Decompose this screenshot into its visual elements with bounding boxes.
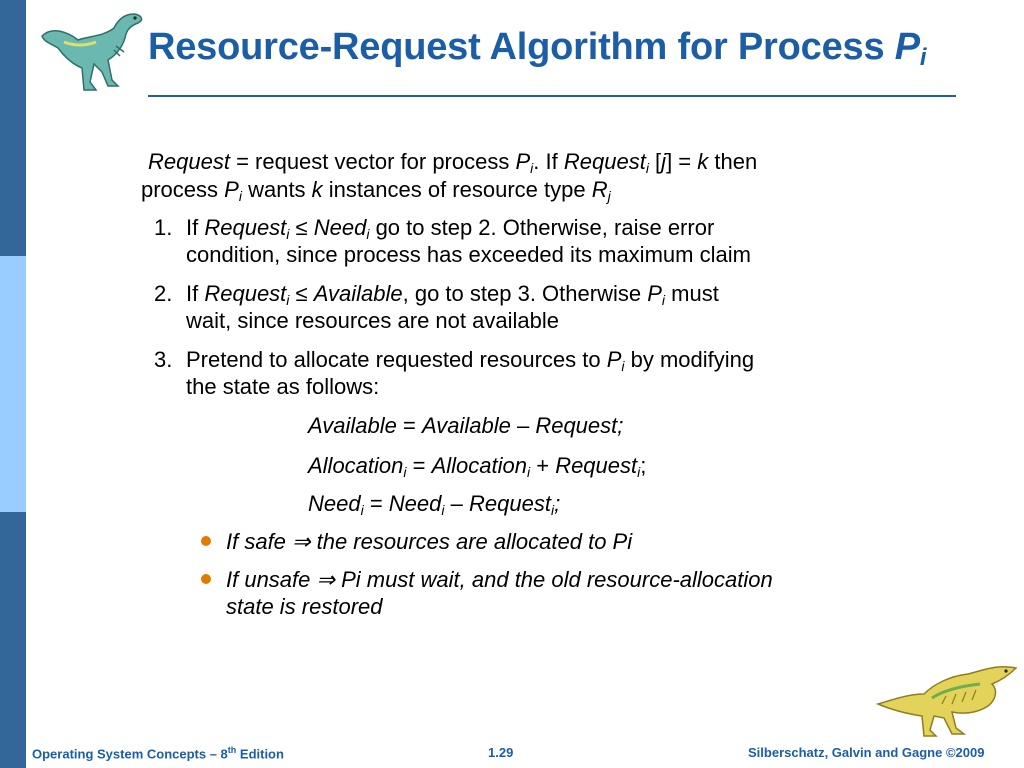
text: k xyxy=(311,177,323,202)
text: Operating System Concepts – 8 xyxy=(32,746,228,762)
text: Available xyxy=(308,413,397,438)
text: + xyxy=(530,453,556,478)
step-1-line-1 xyxy=(186,214,714,241)
bullet-unsafe-line-2 xyxy=(226,593,383,620)
text: ] = xyxy=(666,149,698,174)
footer-page-number: 1.29 xyxy=(488,745,514,760)
step-2-number: 2. xyxy=(154,281,173,306)
text: j xyxy=(607,188,611,204)
text: ; xyxy=(640,453,647,478)
text: i xyxy=(360,502,364,518)
step-2-line-2: wait, since resources are not available xyxy=(186,308,559,333)
text: wants xyxy=(241,177,312,202)
text: i xyxy=(286,226,290,242)
text: Request xyxy=(563,149,646,174)
text: go to step 2. Otherwise, raise error xyxy=(369,215,715,240)
text: Available xyxy=(421,413,511,438)
text: must xyxy=(665,281,719,306)
text: = xyxy=(363,491,389,516)
text: Edition xyxy=(236,746,284,762)
text: i xyxy=(661,292,666,308)
equation-need xyxy=(308,490,560,517)
text: Allocation xyxy=(308,453,404,478)
footer-book-title xyxy=(32,745,284,761)
text: If xyxy=(186,215,205,240)
text: Need xyxy=(313,215,367,240)
text: Pi must wait, and the old resource-allocation xyxy=(334,567,773,592)
text: j xyxy=(661,149,667,174)
text: R xyxy=(591,177,608,202)
text: If xyxy=(186,281,205,306)
text: i xyxy=(526,464,531,480)
text: process xyxy=(141,177,225,202)
implies-arrow-icon: ⇒ xyxy=(292,529,311,554)
text: i xyxy=(366,226,370,242)
text: state is restored xyxy=(226,594,383,619)
footer-copyright: Silberschatz, Galvin and Gagne ©2009 xyxy=(748,745,985,760)
step-3-number: 3. xyxy=(154,347,173,372)
text: – xyxy=(510,413,536,438)
slide-title-var: P xyxy=(894,26,920,68)
text: – xyxy=(444,491,469,516)
text: i xyxy=(645,160,649,176)
text: P xyxy=(224,177,239,202)
text: ≤ xyxy=(289,281,314,306)
text: , go to step 3. Otherwise xyxy=(402,281,648,306)
text: = xyxy=(396,413,422,438)
step-2-line-1 xyxy=(186,280,719,307)
step-3-line-1 xyxy=(186,346,754,373)
equation-available xyxy=(308,412,623,439)
text: P xyxy=(606,347,622,372)
text: Request; xyxy=(535,413,624,438)
bullet-safe xyxy=(226,528,632,555)
text: [ xyxy=(648,149,662,174)
text: k xyxy=(697,149,709,174)
text: Need xyxy=(388,491,442,516)
text: P xyxy=(515,149,531,174)
text: ; xyxy=(554,491,561,516)
step-3-line-2: the state as follows: xyxy=(186,374,380,399)
text: ≤ xyxy=(289,215,314,240)
text: Available xyxy=(313,281,403,306)
text: i xyxy=(621,358,625,374)
text: If unsafe xyxy=(226,567,317,592)
text: by modifying xyxy=(624,347,755,372)
intro-line-1 xyxy=(148,148,757,175)
text: i xyxy=(637,464,641,480)
text: Request xyxy=(148,149,230,174)
dinosaur-icon xyxy=(872,660,1022,740)
step-1-line-2: condition, since process has exceeded its maximum claim xyxy=(186,242,751,267)
text: i xyxy=(403,464,407,480)
text: i xyxy=(286,292,290,308)
text: i xyxy=(530,160,534,176)
text: Request xyxy=(204,281,287,306)
text: Allocation xyxy=(431,453,527,478)
text: i xyxy=(550,502,555,518)
text: = request vector for process xyxy=(229,149,516,174)
text: instances of resource type xyxy=(322,177,592,202)
text: th xyxy=(227,745,237,755)
text: Request xyxy=(204,215,287,240)
slide-title-sub: i xyxy=(919,44,927,71)
bullet-dot-icon xyxy=(201,536,211,546)
step-1-number: 1. xyxy=(154,215,173,240)
text: If safe xyxy=(226,529,293,554)
text: = xyxy=(406,453,432,478)
intro-line-2 xyxy=(141,176,611,203)
text: the resources are allocated to Pi xyxy=(310,529,633,554)
text: Request xyxy=(555,453,638,478)
text: i xyxy=(441,502,445,518)
bullet-dot-icon xyxy=(201,574,211,584)
implies-arrow-icon: ⇒ xyxy=(316,567,335,592)
text: Pretend to allocate requested resources to xyxy=(186,347,607,372)
text: . If xyxy=(533,149,564,174)
text: i xyxy=(238,188,242,204)
slide-title-text: Resource-Request Algorithm for Process xyxy=(148,26,895,68)
text: P xyxy=(647,281,662,306)
equation-allocation xyxy=(308,452,646,479)
text: Request xyxy=(468,491,551,516)
text: Need xyxy=(308,491,361,516)
text: then xyxy=(708,149,758,174)
bullet-unsafe-line-1 xyxy=(226,566,773,593)
